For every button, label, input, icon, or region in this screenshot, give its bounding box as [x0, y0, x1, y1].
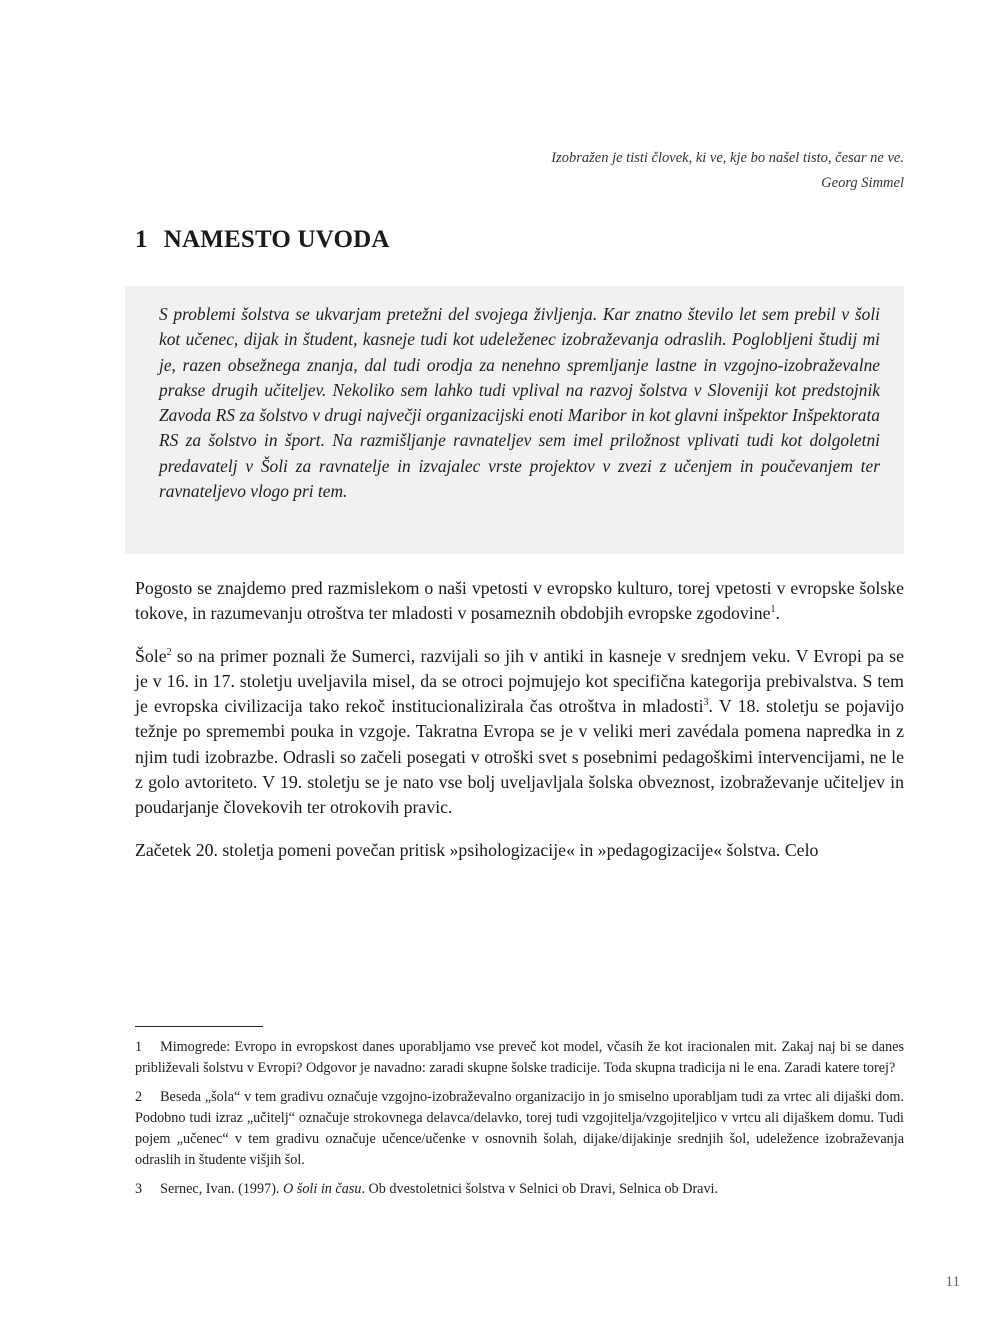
footnotes: [135, 1037, 904, 1208]
footnote-text-before: Sernec, Ivan. (1997).: [160, 1181, 284, 1197]
footnote-1: [135, 1037, 904, 1079]
epigraph-author: Georg Simmel: [821, 175, 904, 191]
body-text: [135, 576, 904, 880]
footnote-ref-1[interactable]: 1: [770, 604, 776, 616]
footnote-separator: [135, 1026, 263, 1027]
footnote-3: [135, 1179, 904, 1200]
footnote-ref-3[interactable]: 3: [703, 697, 709, 709]
footnote-text-after: . Ob dvestoletnici šolstva v Selnici ob Dravi, Selnica ob Dravi.: [361, 1181, 719, 1197]
page-number: 11: [945, 1274, 960, 1290]
footnote-2: [135, 1087, 904, 1171]
paragraph-1: [135, 576, 904, 627]
epigraph-quote: Izobražen je tisti človek, ki ve, kje bo našel tisto, česar ne ve.: [551, 150, 904, 166]
paragraph-3: Začetek 20. stoletja pomeni povečan pritisk »psihologizacije« in »pedagogizacije« šolstva. Celo: [135, 839, 819, 860]
chapter-heading: [135, 226, 390, 254]
epigraph: [344, 146, 904, 196]
paragraph-2-end: . V 18. stoletju se pojavijo težnje po spremembi pouka in vzgoje. Takratna Evropa se je v veliki meri zavédala pomena napredka in z njim tudi izobrazbe. Odrasli so začeli posegati v otroški svet s posebnimi pedagoškimi intervencijami, ne le z golo avtoriteto. V 19. stoletju se je nato vse bolj uveljavljala šolska obveznost, izobraževanje učiteljev in poudarjanje človekovih ter otrokovih pravic.: [135, 696, 904, 818]
footnote-number: 2: [135, 1089, 143, 1105]
paragraph-1-end: .: [775, 603, 780, 624]
paragraph-2-start: Šole: [135, 645, 167, 666]
abstract-box: [125, 286, 904, 554]
abstract-text: S problemi šolstva se ukvarjam pretežni del svojega življenja. Kar znatno število let sem prebil v šoli kot učenec, dijak in študent, kasneje tudi kot udeleženec izobraževanja odraslih. Poglobljeni študij mi je, razen obsežnega znanja, dal tudi orodja za nenehno spremljanje lastne in vzgojno-izobraževalne prakse drugih učiteljev. Nekoliko sem lahko tudi vplival na razvoj šolstva v Sloveniji kot predstojnik Zavoda RS za šolstvo v drugi največji organizacijski enoti Maribor in kot glavni inšpektor Inšpektorata RS za šolstvo in šport. Na razmišljanje ravnateljev sem imel priložnost vplivati tudi kot dolgoletni predavatelj v Šoli za ravnatelje in izvajalec vrste projektov v zvezi z učenjem in poučevanjem ter ravnateljevo vlogo pri tem.: [159, 304, 880, 502]
paragraph-1-text: Pogosto se znajdemo pred razmislekom o naši vpetosti v evropsko kulturo, torej vpetosti v evropske šolske tokove, in razumevanju otroštva ter mladosti v posameznih obdobjih evropske zgodovine: [135, 578, 904, 624]
chapter-title: NAMESTO UVODA: [163, 226, 390, 253]
footnote-text: Mimogrede: Evropo in evropskost danes uporabljamo vse preveč kot model, včasih že kot iracionalen mit. Zakaj naj bi se danes približevali šolstvu v Evropi? Odgovor je navadno: zaradi skupne šolske tradicije. Toda skupna tradicija ni le ena. Zaradi katere torej?: [135, 1039, 904, 1076]
footnote-book-title: O šoli in času: [283, 1181, 362, 1197]
footnote-text: Beseda „šola“ v tem gradivu označuje vzgojno-izobraževalno organizacijo in jo smiselno uporabljam tudi za vrtec ali dijaški dom. Podobno tudi izraz „učitelj“ označuje strokovnega delavca/delavko, torej tudi vzgojitelja/vzgojiteljico v vrtcu ali dijaškem domu. Tudi pojem „učenec“ v tem gradivu označuje učence/učenke v osnovnih šolah, dijake/dijakinje srednjih šol, udeležence izobraževanja odraslih in študente višjih šol.: [135, 1089, 904, 1168]
paragraph-2-mid: so na primer poznali že Sumerci, razvijali so jih v antiki in kasneje v srednjem veku. V Evropi pa se je v 16. in 17. stoletju uveljavila misel, da se otroci pojmujejo kot specifična kategorija prebivalstva. S tem je evropska civilizacija tako rekoč institucionalizirala čas otroštva in mladosti: [135, 645, 904, 717]
footnote-number: 3: [135, 1181, 143, 1197]
footnote-number: 1: [135, 1039, 143, 1055]
paragraph-2: [135, 644, 904, 821]
footnote-ref-2[interactable]: 2: [166, 646, 172, 658]
chapter-number: 1: [135, 226, 148, 253]
